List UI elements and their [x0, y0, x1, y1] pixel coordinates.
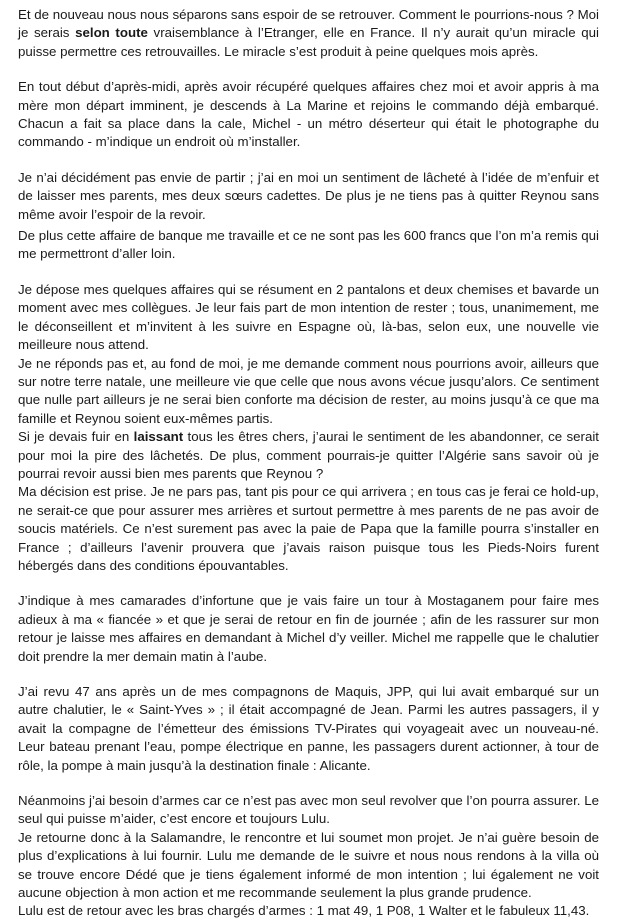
paragraph — [18, 355, 599, 429]
paragraph — [18, 792, 599, 829]
paragraph — [18, 829, 599, 903]
text-run: Néanmoins j’ai besoin d’armes car ce n’est pas avec mon seul revolver que l’on pourra assurer. Le seul qui puisse m’aider, c’est encore et toujours Lulu. — [18, 793, 599, 827]
paragraph — [18, 428, 599, 483]
text-run: vraisemblance à l’Etranger, elle en France. Il n’y aurait qu’un miracle qui puisse permettre ces retrouvailles. Le miracle s’est produit à peine quelques mois après. — [18, 25, 600, 59]
text-run: Je retourne donc à la Salamandre, le rencontre et lui soumet mon projet. Je n’ai guère besoin de plus d’explications à lui fournir. Lulu me demande de le suivre et nous nous rendons à la villa où se trouve encore Dédé que je tiens également informé de mon intention ; lui également ne voit aucune objection à mon action et me recommande seulement la plus grande prudence. — [18, 829, 599, 901]
text-run: Je dépose mes quelques affaires qui se résument en 2 pantalons et deux chemises et bavarde un moment avec mes collègues. Je leur fais part de mon intention de rester ; tous, unanimement, me le déconseillent et m’invitent à les suivre en Espagne où, là-bas, selon eux, une nouvelle vie meilleure nous attend. — [18, 281, 599, 353]
paragraph — [18, 6, 599, 61]
paragraph-spacer — [18, 666, 599, 683]
paragraph-spacer — [18, 61, 599, 78]
text-run: Lulu est de retour avec les bras chargés d’armes : 1 mat 49, 1 P08, 1 Walter et le fabuleux 11,43. — [18, 903, 590, 919]
text-run: En tout début d’après-midi, après avoir récupéré quelques affaires chez moi et avoir appris à ma mère mon départ imminent, je descends à La Marine et rejoins le commando déjà embarqué. Chacun a fait sa place dans la cale, Michel - un métro déserteur qui était le photographe du commando - m’indique un endroit où m’installer. — [18, 79, 599, 150]
paragraph — [18, 902, 599, 920]
text-run: Et de nouveau nous nous séparons sans espoir de se retrouver. Comment le pourrions-nous ? Moi je serais — [18, 7, 599, 41]
text-run-bold: selon toute — [75, 25, 148, 41]
paragraph — [18, 483, 599, 575]
text-run: Je ne réponds pas et, au fond de moi, je me demande comment nous pourrions avoir, ailleurs que sur notre terre natale, une meilleure vie que celle que nous avons vécue jusqu’alors. Ce sentiment que nulle part ailleurs je ne serai bien conforte ma décision de rester, au moins jusqu’à ce que ma famille et Reynou soient eux-mêmes partis. — [18, 355, 599, 426]
paragraph — [18, 592, 599, 666]
document-page — [18, 6, 599, 921]
text-run: J’indique à mes camarades d’infortune que je vais faire un tour à Mostaganem pour faire mes adieux à ma « fiancée » et que je serai de retour en fin de journée ; afin de les rassurer sur mon retour je laisse mes affaires en demandant à Michel d’y veiller. Michel me rappelle que le chalutier doit prendre la mer demain matin à l’aube. — [18, 593, 599, 664]
text-run: Je n’ai décidément pas envie de partir ; j’ai en moi un sentiment de lâcheté à l’idée de m’enfuir et de laisser mes parents, mes deux sœurs cadettes. De plus je ne tiens pas à quitter Reynou sans même avoir l’espoir de la revoir. — [18, 169, 599, 222]
text-run-bold: laissant — [133, 429, 184, 445]
paragraph — [18, 227, 599, 264]
paragraph — [18, 281, 599, 355]
text-run: tous les êtres chers, j’aurai le sentiment de les abandonner, ce serait pour moi la pire des lâchetés. De plus, comment pourrais-je quitter l’Algérie sans savoir où je pourrai revoir aussi bien mes parents que Reynou ? — [18, 429, 600, 481]
paragraph-spacer — [18, 264, 599, 281]
text-run: J’ai revu 47 ans après un de mes compagnons de Maquis, JPP, qui lui avait embarqué sur un autre chalutier, le « Saint-Yves » ; il était accompagné de Jean. Parmi les autres passagers, il y avait la compagne de l’émetteur des émissions TV-Pirates qui voyageait avec un nouveau-né. Leur bateau prenant l’eau, pompe électrique en panne, les passagers durent actionner, à tour de rôle, la pompe à main jusqu’à la destination finale : Alicante. — [18, 684, 599, 773]
paragraph — [18, 683, 599, 775]
paragraph — [18, 169, 599, 224]
paragraph — [18, 78, 599, 152]
text-run: De plus cette affaire de banque me travaille et ce ne sont pas les 600 francs que l’on m’a remis qui me permettront d’aller loin. — [18, 228, 599, 262]
text-run: Si je devais fuir en — [18, 429, 134, 445]
text-run: Ma décision est prise. Je ne pars pas, tant pis pour ce qui arrivera ; en tous cas je ferai ce hold-up, ne serait-ce que pour assurer mes arrières et surtout permettre à mes parents de ne pas avoir de soucis matériels. Ce n’est surement pas avec la paie de Papa que la famille pourra s’installer en France ; d’ailleurs l’avenir prouvera que j’avais raison puisque tous les Pieds-Noirs furent hébergés dans des conditions épouvantables. — [18, 484, 599, 573]
paragraph-spacer — [18, 775, 599, 792]
paragraph-spacer — [18, 152, 599, 169]
paragraph-spacer — [18, 575, 599, 592]
